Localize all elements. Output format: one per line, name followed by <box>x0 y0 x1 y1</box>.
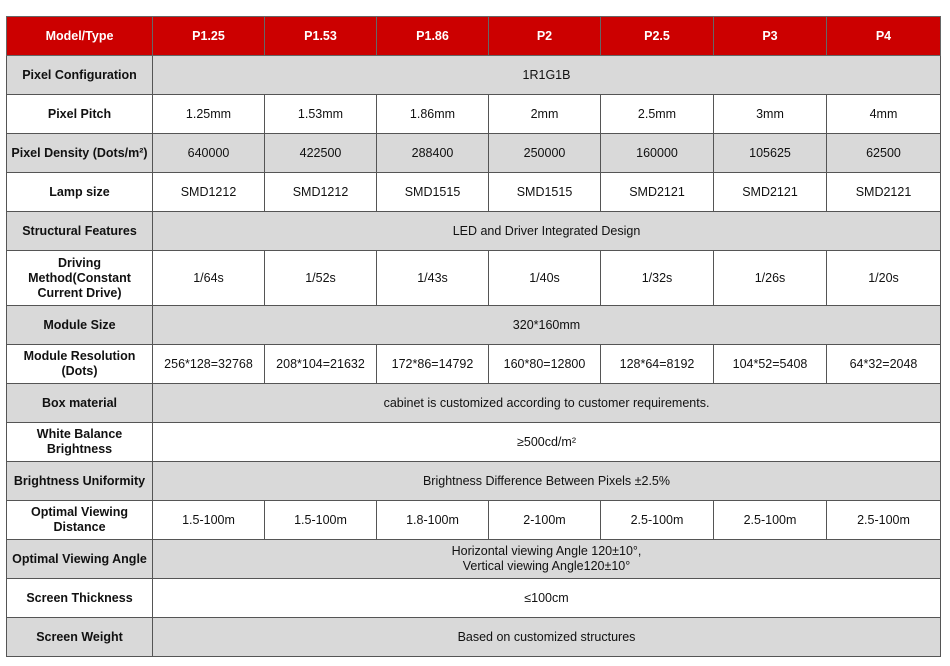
row-module-size <box>7 306 941 345</box>
row-label: Pixel Density (Dots/m²) <box>7 134 153 173</box>
row-pixel-configuration <box>7 56 941 95</box>
row-label: Pixel Pitch <box>7 95 153 134</box>
cell: 1.86mm <box>377 95 489 134</box>
cell: 160000 <box>601 134 714 173</box>
cell: 172*86=14792 <box>377 345 489 384</box>
row-label: Screen Weight <box>7 618 153 657</box>
viewing-angle-vertical: Vertical viewing Angle120±10° <box>462 559 631 573</box>
row-pixel-density <box>7 134 941 173</box>
row-white-balance-brightness <box>7 423 941 462</box>
row-label: Driving Method(Constant Current Drive) <box>7 251 153 306</box>
header-model: P1.53 <box>265 17 377 56</box>
row-label: Screen Thickness <box>7 579 153 618</box>
row-optimal-viewing-angle <box>7 540 941 579</box>
row-brightness-uniformity <box>7 462 941 501</box>
row-label: Module Resolution (Dots) <box>7 345 153 384</box>
row-label: Optimal Viewing Distance <box>7 501 153 540</box>
row-label: Module Size <box>7 306 153 345</box>
row-driving-method <box>7 251 941 306</box>
header-model: P1.25 <box>153 17 265 56</box>
cell: SMD1515 <box>489 173 601 212</box>
row-value <box>153 540 941 579</box>
row-value: Brightness Difference Between Pixels ±2.5% <box>153 462 941 501</box>
cell: 1.5-100m <box>153 501 265 540</box>
cell: SMD1212 <box>153 173 265 212</box>
row-value: LED and Driver Integrated Design <box>153 212 941 251</box>
row-label: Box material <box>7 384 153 423</box>
cell: 1/52s <box>265 251 377 306</box>
cell: 1/40s <box>489 251 601 306</box>
cell: 256*128=32768 <box>153 345 265 384</box>
row-label: Brightness Uniformity <box>7 462 153 501</box>
cell: 1.53mm <box>265 95 377 134</box>
row-optimal-viewing-distance <box>7 501 941 540</box>
cell: 2.5-100m <box>714 501 827 540</box>
row-screen-thickness <box>7 579 941 618</box>
row-pixel-pitch <box>7 95 941 134</box>
row-label: Optimal Viewing Angle <box>7 540 153 579</box>
row-module-resolution <box>7 345 941 384</box>
row-value: ≤100cm <box>153 579 941 618</box>
cell: 104*52=5408 <box>714 345 827 384</box>
row-screen-weight <box>7 618 941 657</box>
cell: 1.5-100m <box>265 501 377 540</box>
cell: 1.25mm <box>153 95 265 134</box>
cell: 105625 <box>714 134 827 173</box>
cell: 3mm <box>714 95 827 134</box>
cell: 2mm <box>489 95 601 134</box>
cell: SMD1212 <box>265 173 377 212</box>
cell: 2-100m <box>489 501 601 540</box>
cell: 250000 <box>489 134 601 173</box>
row-label: White Balance Brightness <box>7 423 153 462</box>
cell: 640000 <box>153 134 265 173</box>
header-model: P2 <box>489 17 601 56</box>
row-label: Pixel Configuration <box>7 56 153 95</box>
header-model-type: Model/Type <box>7 17 153 56</box>
header-model: P3 <box>714 17 827 56</box>
cell: SMD1515 <box>377 173 489 212</box>
cell: 1.8-100m <box>377 501 489 540</box>
cell: 62500 <box>827 134 941 173</box>
cell: SMD2121 <box>827 173 941 212</box>
spec-table <box>6 16 941 657</box>
cell: 422500 <box>265 134 377 173</box>
header-row <box>7 17 941 56</box>
cell: 64*32=2048 <box>827 345 941 384</box>
cell: 4mm <box>827 95 941 134</box>
cell: 160*80=12800 <box>489 345 601 384</box>
row-structural-features <box>7 212 941 251</box>
header-model: P2.5 <box>601 17 714 56</box>
cell: 1/64s <box>153 251 265 306</box>
cell: 1/20s <box>827 251 941 306</box>
cell: 1/32s <box>601 251 714 306</box>
cell: SMD2121 <box>601 173 714 212</box>
cell: 2.5mm <box>601 95 714 134</box>
row-value: 1R1G1B <box>153 56 941 95</box>
cell: 208*104=21632 <box>265 345 377 384</box>
header-model: P1.86 <box>377 17 489 56</box>
cell: 2.5-100m <box>601 501 714 540</box>
row-lamp-size <box>7 173 941 212</box>
row-value: cabinet is customized according to customer requirements. <box>153 384 941 423</box>
cell: 2.5-100m <box>827 501 941 540</box>
cell: SMD2121 <box>714 173 827 212</box>
viewing-angle-horizontal: Horizontal viewing Angle 120±10°, <box>451 544 642 558</box>
header-model: P4 <box>827 17 941 56</box>
cell: 1/26s <box>714 251 827 306</box>
cell: 288400 <box>377 134 489 173</box>
row-box-material <box>7 384 941 423</box>
cell: 1/43s <box>377 251 489 306</box>
row-value: ≥500cd/m² <box>153 423 941 462</box>
cell: 128*64=8192 <box>601 345 714 384</box>
row-value: Based on customized structures <box>153 618 941 657</box>
row-value: 320*160mm <box>153 306 941 345</box>
row-label: Structural Features <box>7 212 153 251</box>
row-label: Lamp size <box>7 173 153 212</box>
